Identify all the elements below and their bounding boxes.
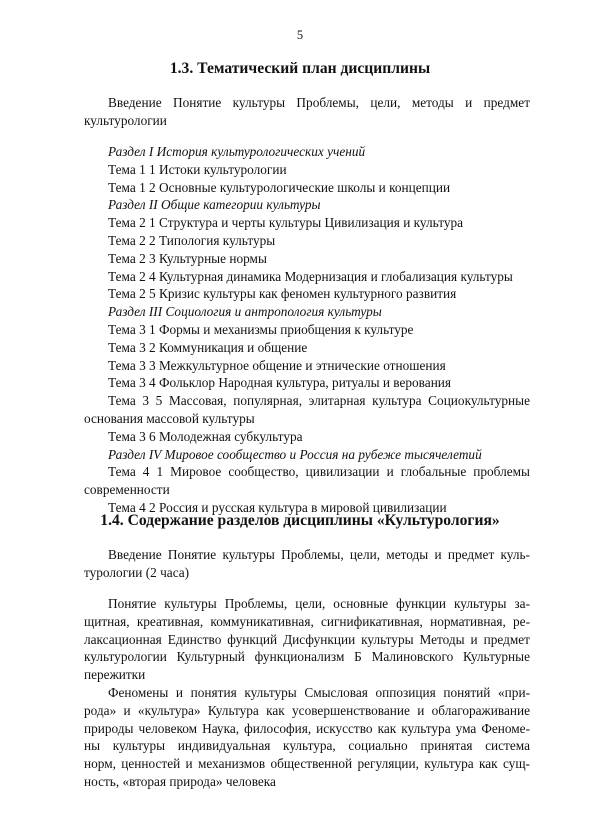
- topic-item: Тема 3 6 Молодежная субкультура: [108, 428, 303, 444]
- section-title: Раздел IV Мировое сообщество и Россия на рубеже тысячелетий: [108, 446, 482, 462]
- paragraph-line: Понятие культуры Проблемы, цели, основные функции культуры за-: [108, 596, 530, 611]
- topic-item: Тема 1 1 Истоки культурологии: [108, 161, 287, 177]
- topic-item: Тема 2 5 Кризис культуры как феномен культурного развития: [108, 286, 457, 302]
- section-1-3-intro: [84, 94, 530, 130]
- topic-item: Тема 2 1 Структура и черты культуры Цивилизация и культура: [108, 215, 464, 231]
- section-title: Раздел II Общие категории культуры: [108, 197, 321, 213]
- paragraph-line: норм, ценностей и механизмов общественной регуляции, культура как сущ-: [84, 756, 530, 772]
- paragraph-line: рода» и «культура» Культура как усовершенствование и облагораживание: [84, 702, 530, 718]
- topic-item: Тема 2 3 Культурные нормы: [108, 250, 267, 266]
- topic-item: Тема 4 1 Мировое сообщество, цивилизации и глобальные проблемы: [108, 464, 530, 480]
- paragraph-line: Феномены и понятия культуры Смысловая оппозиция понятий «при-: [108, 684, 530, 700]
- intro-line: культурологии: [84, 112, 167, 128]
- section-heading-1-4: 1.4. Содержание разделов дисциплины «Культурология»: [100, 512, 500, 529]
- topic-item: Тема 3 5 Массовая, популярная, элитарная культура Социокультурные: [108, 393, 530, 409]
- paragraph-culture-concept: [84, 595, 530, 791]
- thematic-plan-list: [84, 143, 530, 517]
- topic-item: Тема 3 4 Фольклор Народная культура, ритуалы и верования: [108, 375, 452, 391]
- intro-line: турологии (2 часа): [84, 564, 190, 580]
- section-title: Раздел III Социология и антропология культуры: [108, 304, 382, 320]
- topic-item: Тема 2 4 Культурная динамика Модернизация и глобализация культуры: [108, 268, 513, 284]
- topic-item-continuation: современности: [84, 482, 170, 498]
- paragraph-line: ны культуры индивидуальная культура, социально принятая система: [84, 738, 530, 754]
- topic-item: Тема 4 2 Россия и русская культура в мировой цивилизации: [108, 499, 447, 515]
- paragraph-line: пережитки: [84, 667, 146, 683]
- paragraph-line: ность, «вторая природа» человека: [84, 773, 276, 789]
- topic-item: Тема 3 2 Коммуникация и общение: [108, 339, 308, 355]
- paragraph-line: природы человеком Наука, философия, искусство как культура ума Феноме-: [84, 720, 530, 736]
- topic-item: Тема 3 1 Формы и механизмы приобщения к культуре: [108, 321, 414, 337]
- topic-item: Тема 1 2 Основные культурологические школы и концепции: [108, 179, 451, 195]
- paragraph-line: культурологии Культурный функционализм Б Малиновского Культурные: [84, 649, 530, 665]
- topic-item: Тема 2 2 Типология культуры: [108, 232, 276, 248]
- section-1-4-intro: [84, 546, 530, 582]
- section-title: Раздел I История культурологических учений: [108, 144, 366, 159]
- intro-line: Введение Понятие культуры Проблемы, цели, методы и предмет куль-: [108, 547, 530, 562]
- paragraph-line: лаксационная Единство функций Дисфункции культуры Методы и предмет: [84, 631, 530, 647]
- topic-item-continuation: основания массовой культуры: [84, 410, 255, 426]
- paragraph-line: щитная, креативная, коммуникативная, сигнификативная, нормативная, ре-: [84, 613, 530, 629]
- section-heading-1-3: 1.3. Тематический план дисциплины: [169, 60, 431, 77]
- page-number: 5: [296, 28, 304, 42]
- topic-item: Тема 3 3 Межкультурное общение и этнические отношения: [108, 357, 446, 373]
- intro-line: Введение Понятие культуры Проблемы, цели, методы и предмет: [108, 95, 530, 110]
